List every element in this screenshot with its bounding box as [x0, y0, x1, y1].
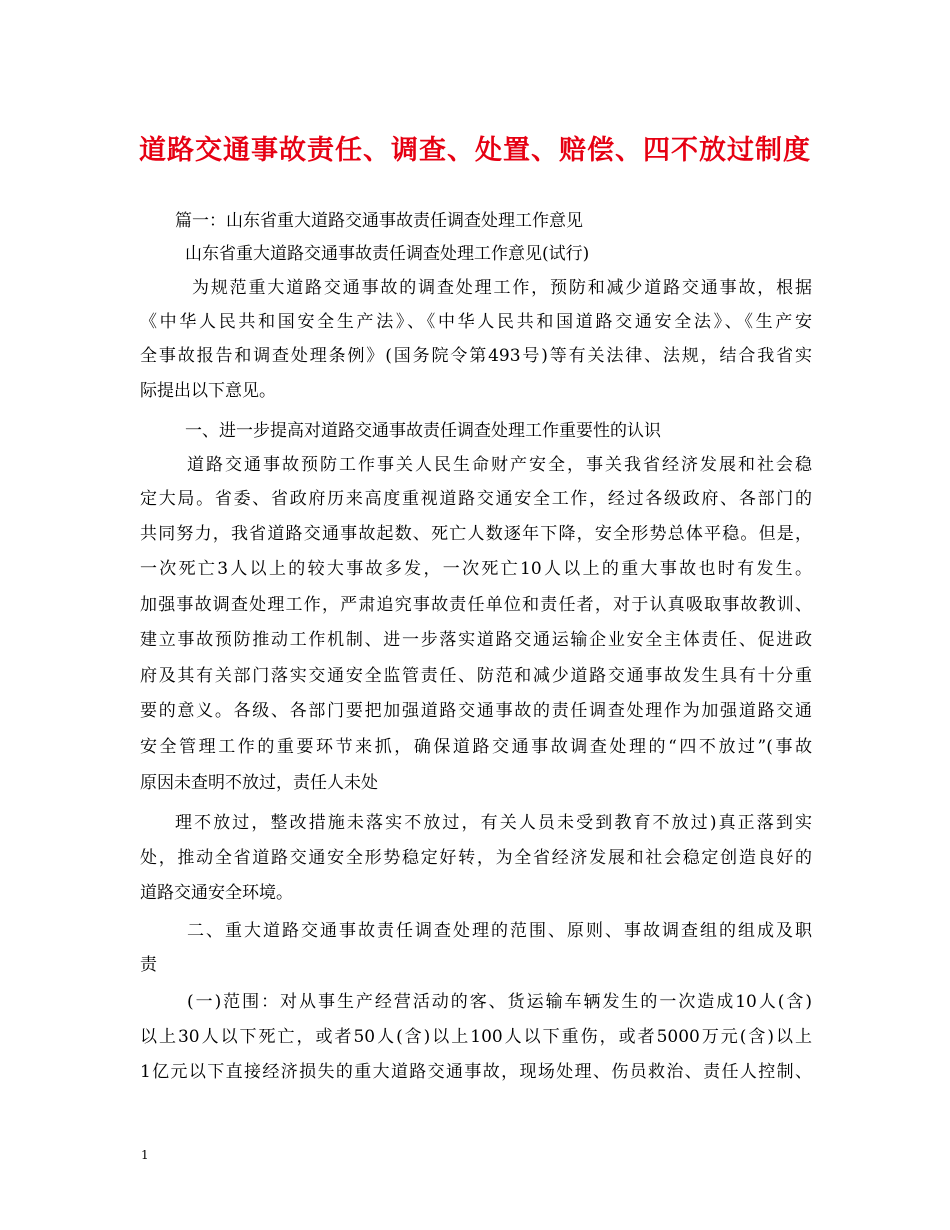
paragraph-line: 原因未查明不放过，责任人未处 [140, 773, 378, 793]
paragraph-line: 《中华人民共和国安全生产法》、《中华人民共和国道路交通安全法》、《生产安 [140, 312, 812, 332]
paragraph-line: 府及其有关部门落实交通安全监管责任、防范和减少道路交通事故发生具有十分重 [140, 666, 812, 686]
paragraph-line: 以上30人以下死亡，或者50人(含)以上100人以下重伤，或者5000万元(含)以上 [140, 1027, 812, 1047]
paragraph-line: 加强事故调查处理工作，严肃追究事故责任单位和责任者，对于认真吸取事故教训、 [140, 595, 812, 615]
paragraph-line: 共同努力，我省道路交通事故起数、死亡人数逐年下降，安全形势总体平稳。但是， [140, 524, 812, 544]
paragraph-line: 要的意义。各级、各部门要把加强道路交通事故的责任调查处理作为加强道路交通 [140, 701, 812, 721]
paragraph-line: 建立事故预防推动工作机制、进一步落实道路交通运输企业安全主体责任、促进政 [140, 630, 812, 650]
paragraph-line: 1亿元以下直接经济损失的重大道路交通事故，现场处理、伤员救治、责任人控制、 [140, 1062, 812, 1082]
paragraph-line: 为规范重大道路交通事故的调查处理工作，预防和减少道路交通事故，根据 [192, 278, 812, 298]
paragraph-line: 定大局。省委、省政府历来高度重视道路交通安全工作，经过各级政府、各部门的 [140, 489, 812, 509]
section-heading: 一、进一步提高对道路交通事故责任调查处理工作重要性的认识 [185, 421, 661, 441]
paragraph-line: 处，推动全省道路交通安全形势稳定好转，为全省经济发展和社会稳定创造良好的 [140, 848, 812, 868]
sub-title: 山东省重大道路交通事故责任调查处理工作意见(试行) [185, 244, 590, 264]
section-heading-part-one: 篇一：山东省重大道路交通事故责任调查处理工作意见 [175, 211, 583, 231]
paragraph-line: (一)范围：对从事生产经营活动的客、货运输车辆发生的一次造成10人(含) [187, 992, 812, 1012]
page-number: 1 [141, 1148, 149, 1162]
paragraph-line: 际提出以下意见。 [140, 381, 276, 401]
paragraph-line: 安全管理工作的重要环节来抓，确保道路交通事故调查处理的“四不放过”(事故 [140, 737, 812, 757]
section-heading-continued: 责 [140, 955, 157, 975]
section-heading: 二、重大道路交通事故责任调查处理的范围、原则、事故调查组的组成及职 [187, 921, 812, 941]
paragraph-line: 道路交通安全环境。 [140, 883, 293, 903]
paragraph-line: 一次死亡3人以上的较大事故多发，一次死亡10人以上的重大事故也时有发生。 [140, 559, 812, 579]
paragraph-line: 道路交通事故预防工作事关人民生命财产安全，事关我省经济发展和社会稳 [187, 455, 812, 475]
paragraph-line: 理不放过，整改措施未落实不放过，有关人员未受到教育不放过)真正落到实 [175, 813, 812, 833]
document-title: 道路交通事故责任、调查、处置、赔偿、四不放过制度 [139, 135, 811, 166]
paragraph-line: 全事故报告和调查处理条例》(国务院令第493号)等有关法律、法规，结合我省实 [140, 346, 812, 366]
